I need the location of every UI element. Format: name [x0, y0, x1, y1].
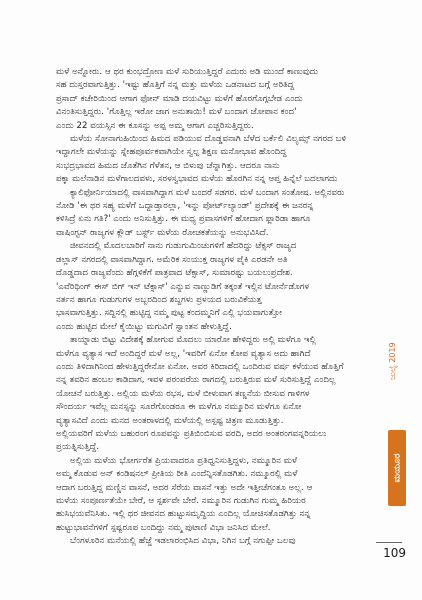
article-line: ವಾಷಿಂಗ್ಟನ್ ರಾಜ್ಯಗಳ ಕ್ಲೌಡ್ ಬರ್ಸ್ಟ್ ಮಳೆಯ ರೋಚಕತೆಯನ್ನು ಅನುಭವಿಸಿದೆ.: [56, 227, 269, 238]
article-line: ಪ್ರಯತ್ನಿಸುತ್ತಿದ್ದೆ.: [56, 442, 100, 453]
article-line: ಅಮ್ಮ ಕೊಡುವ ಅನ್ ಕಂಡಿಷನಲ್ ಪ್ರೀತಿಯ ರೀತಿ ಎಂದೆನ್ನಿಸತೊಡಗಿತು. ನಮ್ಮೂರಲ್ಲಿ ಮಳೆ: [56, 469, 298, 480]
article-line: ಅಲ್ಲಿಯ ಮಳೆಯ ಭೋರ್ಗರೆತ ಪ್ರಿಯವಾದರೂ ಪ್ರತಿಧ್ವನಿಸುತ್ತಿದ್ದಳು, ನಮ್ಮೂರಿನ ಮಳೆ: [70, 455, 298, 466]
article-line: ಸಹ ದುಸ್ತರವಾಗುತ್ತಿತ್ತು. 'ಇಷ್ಟು ಹೊತ್ತಿಗೆ ನನ್ನ ಮತ್ತು ಮಳೆಯ ಒಡನಾಟದ ಬಗ್ಗೆ ಅರಿತಿದ್ದ: [56, 80, 295, 91]
article-line: ತಾಯ್ನಾಡು ಬಿಟ್ಟು ವಿದೇಶಕ್ಕೆ ಹೋಗುವ ಮೊದಲು ಯಾರೋ ಹೇಳಿದ್ದರು ಅಲ್ಲಿ ಮಳೆಗೂ ಇಲ್ಲಿ: [70, 335, 317, 346]
article-line: ನರ್ತನ ಹಾಗೂ ಗುಡುಗುಗಳ ಅಬ್ಬರದಿಂದ ಶಬ್ದಗಳು ಪ್ರಳಯದ ಬರುವಿಕೆಯತ್ತ: [56, 294, 262, 305]
article-line: ಅಲ್ಲಿಯವರಿಗೆ ಮಳೆಯ ಬಹುರಂಗ ರೂಪವನ್ನು ಪ್ರತಿಬಿಂಬಿಸುವ ವರದಿ, ಅದರ ಅಂತರಂಗವನ್ನರಿಯಲು: [56, 428, 327, 439]
article-line: ಆದಾಗ ಬರುತ್ತಿದ್ದ ಮಣ್ಣಿನ ವಾಸನೆ, ಅದರ ಸೆರೆಯ ವಾಸನೆ ಇತ್ತು ಅದೇ ಇತ್ತೀಚೆಗಂತೂ ಅಲ್ಲ. ಆ: [56, 482, 313, 493]
article-line: ಮಳೆಗೂ ವ್ಯತ್ಯಾಸ ಇದೆ ಅಂದಿದ್ದರೆ ಮಳೆ ಅಲ್ಲ, 'ಇವರಿಗೆ ಏನೋ ಕೋಪ ವ್ಯತ್ಯಾಸ ಅದು ಹಾಗಿದೆ: [56, 348, 311, 359]
article-line: ಇದ್ದಾಗಲೇ ಮಳೆಯನ್ನು ಸ್ನೇಹಪೂರ್ವಕವಾಗಿಯೇ ಸ್ವಲ್ಪ ಶಿಕ್ಷಣ ಮನೋಭಾವ ಹೊಂದಿದ್ದ: [56, 147, 287, 158]
article-line: ಹುಟ್ಟುಭಾವನೆಗಳಿಗೆ ಸ್ಪಷ್ಟರೂಪ ಬಂದಿದ್ದು ನಮ್ಮ ಪುಟಾಣಿ ವಿಭಾ ಜನಿಸಿದ ಮೇಲೆ.: [56, 522, 271, 533]
article-line: ನನ್ನ ತವರಿನ ಹಂಬಲ ಕಾಡಿದಾಗ, ಇವಳ ಪರಂಪರೆಯ ರಾಗದಲ್ಲಿ ಬರುತ್ತಿರುವ ಮಳೆ ಸುರಿಸುತ್ತಿದ್ದೆ ಎಂದಿಲ್ಲ: [56, 375, 336, 386]
article-line: ದೊಡ್ಡದಾದ ರಾಜ್ಯವೆಂದು ಹೆಗ್ಗಳಿಕೆಗೆ ಪಾತ್ರವಾದ ಟೆಕ್ಸಾಸ್, ಸುಮಾರಷ್ಟು ಬಯಲುಪ್ರದೇಶ.: [56, 268, 293, 279]
article-line: ಮಳೆಯ ಸಂಪೂರ್ಣತೆಯೇ ಬೇರೆ, ಆ ಸ್ಪರ್ಶವೇ ಬೇರೆ. ನಮ್ಮೂರಿನ ಗುಡುಗಿನ ಗುಮ್ಮ ಹಿರಿಯರ: [56, 496, 306, 506]
page-number: 109: [383, 546, 406, 560]
article-line: ಎಂದು ಹುಟ್ಟಿದ ಮೇಲೆ ಕೈಯಿಟ್ಟು ಮಗುವಿಗೆ ಸ್ವಾಂತನ ಹೇಳುತ್ತಿದ್ದೆ.: [56, 321, 232, 332]
article-body: [56, 66, 367, 549]
article-line: ಸುಭದ್ರಭಾವದ ಹಿಮದ ಜೊತೆಗಿನ ಗೆಳೆತನ, ಆ ಬಿಳುಪು ಚೆನ್ನಾಗಿತ್ತು. ಆದರೂ ನಾನು: [56, 160, 280, 171]
article-line: ಪ್ರಸಾದ್ ಕಚೇರಿಯಿಂದ ಆಗಾಗ ಫೋನ್ ಮಾಡಿ ದಯವಿಟ್ಟು ಮಳೆಗೆ ಹೊರಗೊಗ್ಗಬೇಡ ಎಂದು: [56, 93, 303, 104]
article-line: ಭಾಸವಾಗುತ್ತಿತ್ತು. ಸದ್ದಿನಲ್ಲಿ ಹುಟ್ಟಿದ್ದ ನಮ್ಮ ಪುಟ್ಟ ಕಂದಮ್ಮನಿಗೆ ಎಲ್ಲಿ ಭಯವಾಗುತ್ತೋ: [56, 308, 283, 319]
article-line: ಎಂದು 22 ವಯಸ್ಸಿನ ಈ ಕೂಸನ್ನು ಅಪ್ಪ ಅಮ್ಮ ಆಗಾಗ ಎಚ್ಚರಿಸುತ್ತಿದ್ದರು.: [56, 120, 254, 131]
article-line: ಎಂದು ತಿಳಿದಾಗಿನಿಂದ ಹೇಳುತ್ತಿದ್ದರೇನೋ ಏನೋ. ಅವರ ಕಿರಿದಾದಲ್ಲಿ ಒಂದಿರುವ ವರ್ಷ ಕಳೆಯುವ ಹೊತ್ತಿಗೆ: [56, 361, 344, 372]
article-line: ಸೌಂದರ್ಯ ಇವೆಲ್ಲ ಮನಸ್ಸನ್ನು ಸೂರೆಗೊಂಡರೂ ಈ ಮಳೆಗೂ ನಮ್ಮೂರಿನ ಮಳೆಗೂ ಏನೋ: [56, 402, 302, 413]
page-number-divider: [376, 542, 402, 543]
issue-date-text: ಜುಲೈ 2019: [388, 342, 397, 380]
issue-date-label: [380, 342, 420, 430]
article-line: ಕಳಿಸಿದ್ರೆ ಏನು ಗತಿ?' ಎಂದು ಅನಿಸುತ್ತಿತ್ತು. ಈ ಮಧ್ಯ ಪ್ರವಾಸಗಳಿಗೆ ಹೋದಾಗ ಫ್ಲಾರಿಡಾ ಹಾಗೂ: [56, 214, 311, 225]
article-line: ವ್ಯತ್ಯಾಸವಿದೆ ಎಂದು ಮನದ ಅಂತರಾಳದಲ್ಲಿ ಮಳೆಯಲ್ಲಿ ಅಸ್ಪಷ್ಟ ಚಿತ್ರಣ ಮೂಡುತ್ತಿತ್ತು.: [56, 415, 284, 426]
article-line: ಜೀವನದಲ್ಲಿ ಮೊದಲಬಾರಿಗೆ ನಾನು ಗುಡುಗುಮಿಂಚುಗಳಿಗೆ ಹೆದರಿದ್ದು ಟೆಕ್ಸಸ್ ರಾಜ್ಯದ: [70, 241, 297, 252]
article-line: ನೋಡಿ 'ಈ ಥರ ಸಹ್ಯ ಮಳೆಗೆ ಒದ್ದಾಡ್ತಾರಲ್ಲಾ, 'ಇನ್ನು ಪೋರ್ಟ್‌ಲ್ಯಾಂಡ್' ಪ್ರದೇಶಕ್ಕೆ ಈ ಜನರನ್ನ: [56, 201, 314, 212]
magazine-brand-name: ಮಯೂರ: [392, 453, 403, 483]
article-line: ಪಕ್ಕಾ ಮಲೆನಾಡಿನ ಮಳೆಗಾಲದವಳು, ಸರಳಸ್ವಭಾವದ ಮಳೆಯ ಹೊರಗಿನ ನನ್ನ ಆಪ್ತ ಹಿನ್ನೆಲೆ ಬದಲಾಗದು: [56, 174, 338, 185]
magazine-brand-tab: [388, 430, 406, 506]
article-line: ಡಲ್ಲಾಸ್ ನಗರದಲ್ಲಿ ವಾಸವಾಗಿದ್ದಾಗ. ಅಮೆರಿಕ ಸಂಯುಕ್ತ ರಾಜ್ಯಗಳ ಪೈಕಿ ಎರಡನೇ ಅತಿ: [56, 254, 288, 265]
article-line: ಬೆಂಗಳೂರಿನ ಮನೆಯಲ್ಲಿ ಹೆಜ್ಜೆ ಇಡಲಾರಂಭಿಸಿದ ವಿಭಾ, ನಿಗಿನ ಬಗ್ಗೆ ನಗುಪ್ಪೀ ಒಲವು: [70, 536, 296, 547]
article-line: ಮಳೆಯ ಸೋನಾಗುಹಿಯಿಂದ ಹಿಮದ ಪಡಿಯುವ ದೊಡ್ಡವನಾಗಿ ಬೆಳೆದ ಬರ್ಕೆಲಿ ವಿಲ್ಯಮ್ಸ್ ನಗರದ ಬಳಿ: [70, 134, 347, 145]
article-line: 'ಎವೆರಿಥಿಂಗ್ ಈಸ್ ಬಿಗ್ ಇನ್ ಟೆಕ್ಸಾಸ್' ಎನ್ನುವ ನಾಣ್ಣುಡಿಗೆ ತಕ್ಕಂತೆ ಇಲ್ಲಿನ ಟೋರ್ನೆಡೊಗಳ: [56, 281, 310, 292]
article-line: ವಿನಂತಿಸುತ್ತಿದ್ದರು. 'ಗೊತ್ತಿಲ್ಲ ಇರೋ ಜಾಗ ಅನುತಾಯಿ! ಮಳೆ ಬಂದಾಗ ಜೋಪಾನ ಕಂದ': [56, 107, 297, 118]
article-line: ಕ್ಯಾಲಿಫೋರ್ನಿಯಾದಲ್ಲಿ ವಾಸವಾಗಿದ್ದಾಗ ಮಳೆ ಬಂದರೆ ಸಡಗರ. ಮಳೆ ಬಂದಾಗ ಸಂತೋಷ. ಅಲ್ಲಿನವರು: [70, 187, 345, 198]
article-line: ಮಳೆ ಅನ್ನೋರು. ಆ ಥರ ಕುಂಭದ್ರೋಣ ಮಳೆ ಸುರಿಯುತ್ತಿದ್ದರೆ ಎದುರು ಅಡಿ ಮುಂದೆ ಕಾಣುವುದು: [56, 67, 319, 77]
article-line: ಹುಸಿಭಯವೆನಿಸಿತು. ಇಲ್ಲಿ ಥರ ಜೀವನದ ಹುಟ್ಟುಸಮೃದ್ಧಿಯ ಎಂದಿಲ್ಲ ಯೋಚಿಸತೊಡಗಿತ್ತು ನನ್ನ: [56, 509, 311, 520]
article-line: ಯೋಚನೆ ಬರುತ್ತಿತ್ತು. ಅಲ್ಲಿಯ ಮಳೆಯ ರಭಸ, ಮಳೆ ಬೀಳುವಾಗ ತಣ್ಣನೆಯ ಬೀಸುವ ಗಾಳಿಗಳ: [56, 388, 310, 399]
